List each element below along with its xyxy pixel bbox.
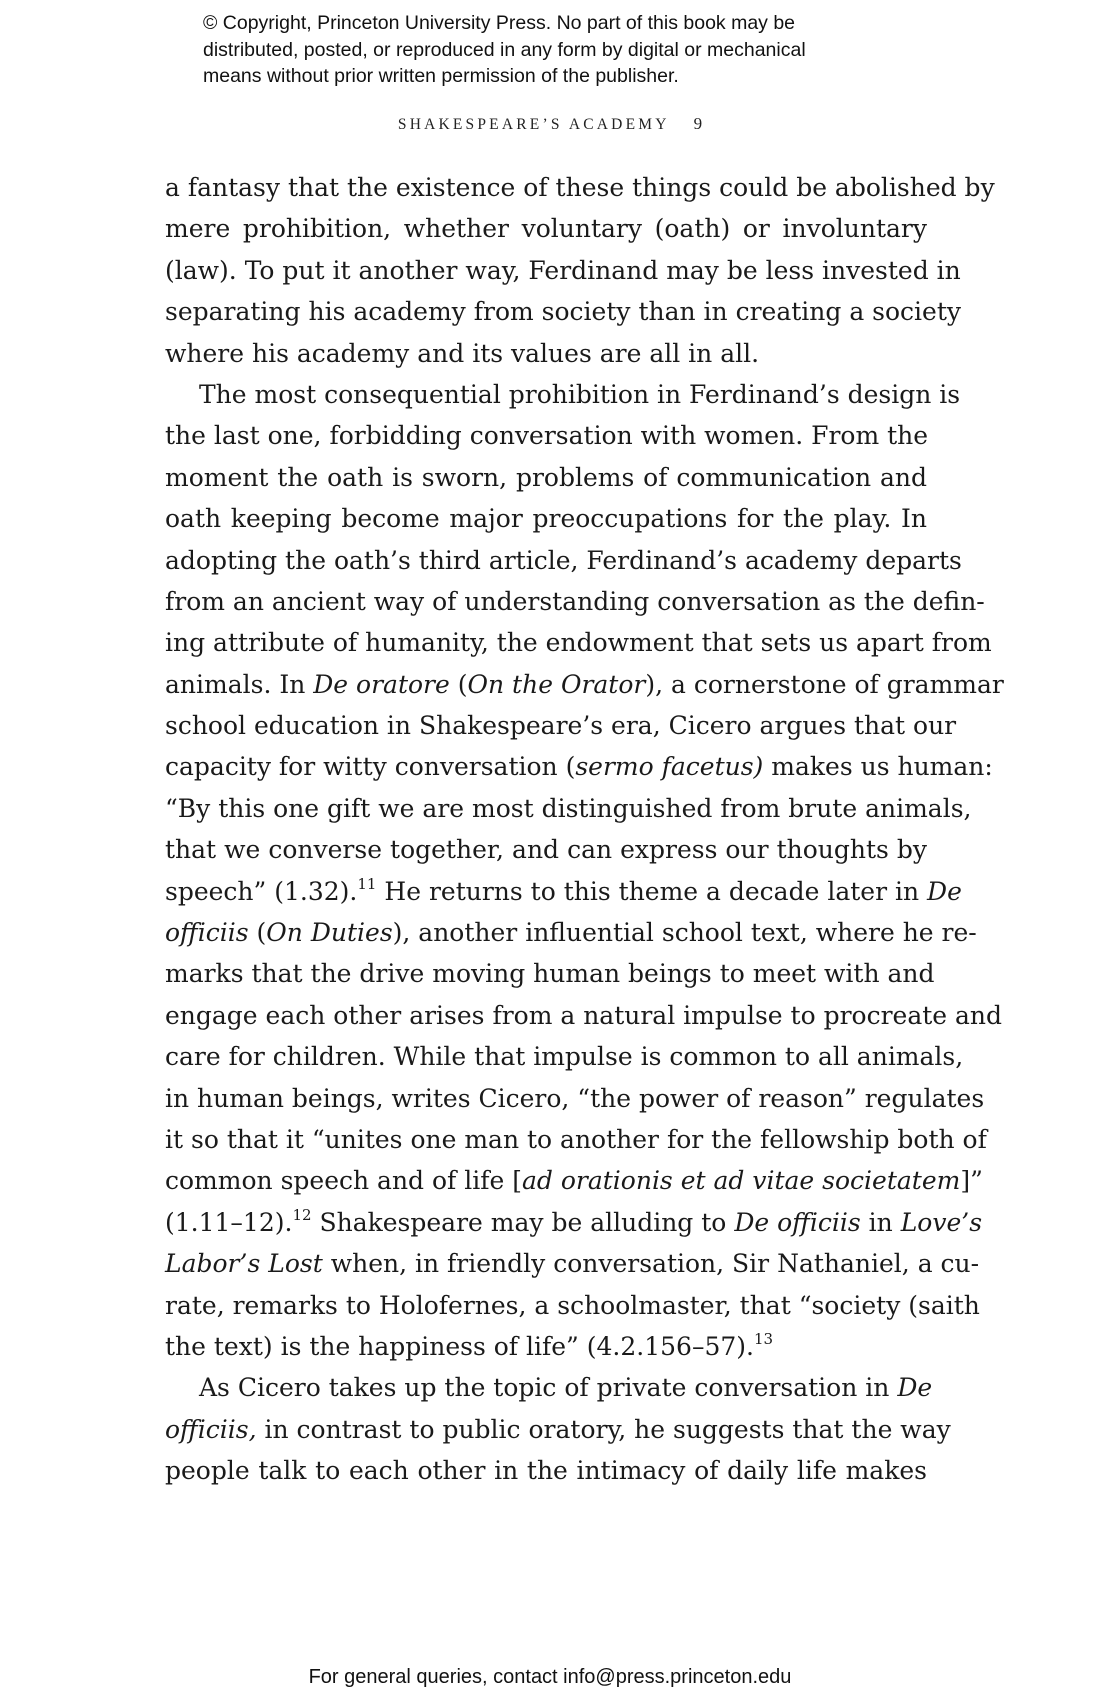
text-run-italic: ad orationis et ad vitae societatem (521, 1166, 961, 1196)
text-line (165, 871, 962, 912)
footer-contact: For general queries, contact info@press.princeton.edu (308, 1666, 792, 1688)
text-line: mere prohibition, whether voluntary (oath) or involuntary (165, 214, 927, 244)
text-run-italic: On Duties (266, 918, 393, 948)
copyright-notice (203, 10, 923, 90)
text-line (165, 1367, 933, 1408)
text-line (165, 1202, 983, 1243)
text-line: marks that the drive moving human beings to meet with and (165, 959, 935, 989)
text-run: ( (248, 918, 267, 948)
text-run: As Cicero takes up the topic of private conversation in (199, 1373, 898, 1403)
text-line: a fantasy that the existence of these things could be abolished by (165, 173, 995, 202)
text-line: school education in Shakespeare’s era, Cicero argues that our (165, 711, 957, 741)
text-line: people talk to each other in the intimacy of daily life makes (165, 1456, 927, 1486)
text-line: in human beings, writes Cicero, “the power of reason” regulates (165, 1083, 985, 1113)
text-run-italic: De (927, 876, 962, 906)
text-run: ), a cornerstone of grammar (645, 669, 1004, 699)
text-run: common speech and of life [ (165, 1166, 522, 1196)
text-line (165, 746, 993, 787)
text-run: animals. In (165, 669, 314, 699)
text-run-italic: Labor’s Lost (165, 1249, 323, 1279)
text-line: The most consequential prohibition in Ferdinand’s design is (199, 379, 961, 409)
text-line: that we converse together, and can express our thoughts by (165, 835, 927, 865)
text-run: ]” (960, 1166, 983, 1196)
body-text (165, 167, 1004, 1492)
text-line: “By this one gift we are most distinguished from brute animals, (165, 793, 972, 823)
copyright-line: distributed, posted, or reproduced in any form by digital or mechanical (203, 38, 806, 61)
text-line (165, 1160, 983, 1201)
text-run: in (860, 1207, 901, 1237)
text-run-italic: Love’s (900, 1207, 983, 1237)
text-run: He returns to this theme a decade later in (376, 876, 928, 906)
copyright-line: © Copyright, Princeton University Press. No part of this book may be (203, 12, 796, 34)
text-run-italic: De officiis (734, 1207, 861, 1237)
text-run-italic: officiis, (165, 1414, 257, 1444)
text-line: (law). To put it another way, Ferdinand may be less invested in (165, 255, 961, 285)
text-line: adopting the oath’s third article, Ferdinand’s academy departs (165, 545, 962, 575)
text-line (165, 1243, 980, 1284)
text-line: from an ancient way of understanding conversation as the defin- (165, 586, 985, 616)
text-run: when, in friendly conversation, Sir Nathaniel, a cu- (322, 1249, 980, 1279)
text-run-italic: De oratore (313, 669, 450, 699)
text-run: in contrast to public oratory, he suggests that the way (256, 1414, 951, 1444)
text-run-italic: De (897, 1373, 933, 1403)
text-line: it so that it “unites one man to another for the fellowship both of (165, 1124, 987, 1154)
text-line (165, 912, 977, 953)
text-run: ), another influential school text, where he re- (392, 918, 977, 948)
text-run-italic: officiis (165, 918, 249, 948)
text-run: ( (449, 669, 468, 699)
copyright-line: means without prior written permission of the publisher. (203, 65, 679, 87)
text-line: rate, remarks to Holofernes, a schoolmaster, that “society (saith (165, 1290, 980, 1320)
text-run: (1.11–12). (165, 1207, 293, 1237)
text-run: the text) is the happiness of life” (4.2.156–57). (165, 1331, 754, 1361)
text-line: where his academy and its values are all in all. (165, 338, 760, 368)
text-line: the last one, forbidding conversation with women. From the (165, 421, 929, 451)
text-line: separating his academy from society than in creating a society (165, 297, 962, 327)
text-line: engage each other arises from a natural impulse to procreate and (165, 1000, 1003, 1030)
running-head (0, 114, 1100, 134)
footnote-ref: 11 (357, 874, 377, 893)
text-run: Shakespeare may be alluding to (311, 1207, 735, 1237)
text-line: care for children. While that impulse is common to all animals, (165, 1042, 964, 1072)
text-run-italic: sermo facetus) (575, 752, 764, 782)
text-line: moment the oath is sworn, problems of communication and (165, 462, 927, 492)
text-line (165, 664, 1004, 705)
footnote-ref: 12 (292, 1205, 312, 1224)
footnote-ref: 13 (753, 1329, 774, 1348)
text-line: ing attribute of humanity, the endowment that sets us apart from (165, 628, 992, 658)
text-run: makes us human: (763, 752, 993, 782)
text-line (165, 1326, 927, 1367)
text-run: speech” (1.32). (165, 876, 358, 906)
text-line: oath keeping become major preoccupations for the play. In (165, 504, 927, 534)
page-number: 9 (693, 114, 703, 133)
running-head-title: SHAKESPEARE’S ACADEMY (397, 116, 670, 133)
text-run: capacity for witty conversation ( (165, 752, 576, 782)
text-run-italic: On the Orator (467, 669, 646, 699)
text-line (165, 1409, 951, 1450)
